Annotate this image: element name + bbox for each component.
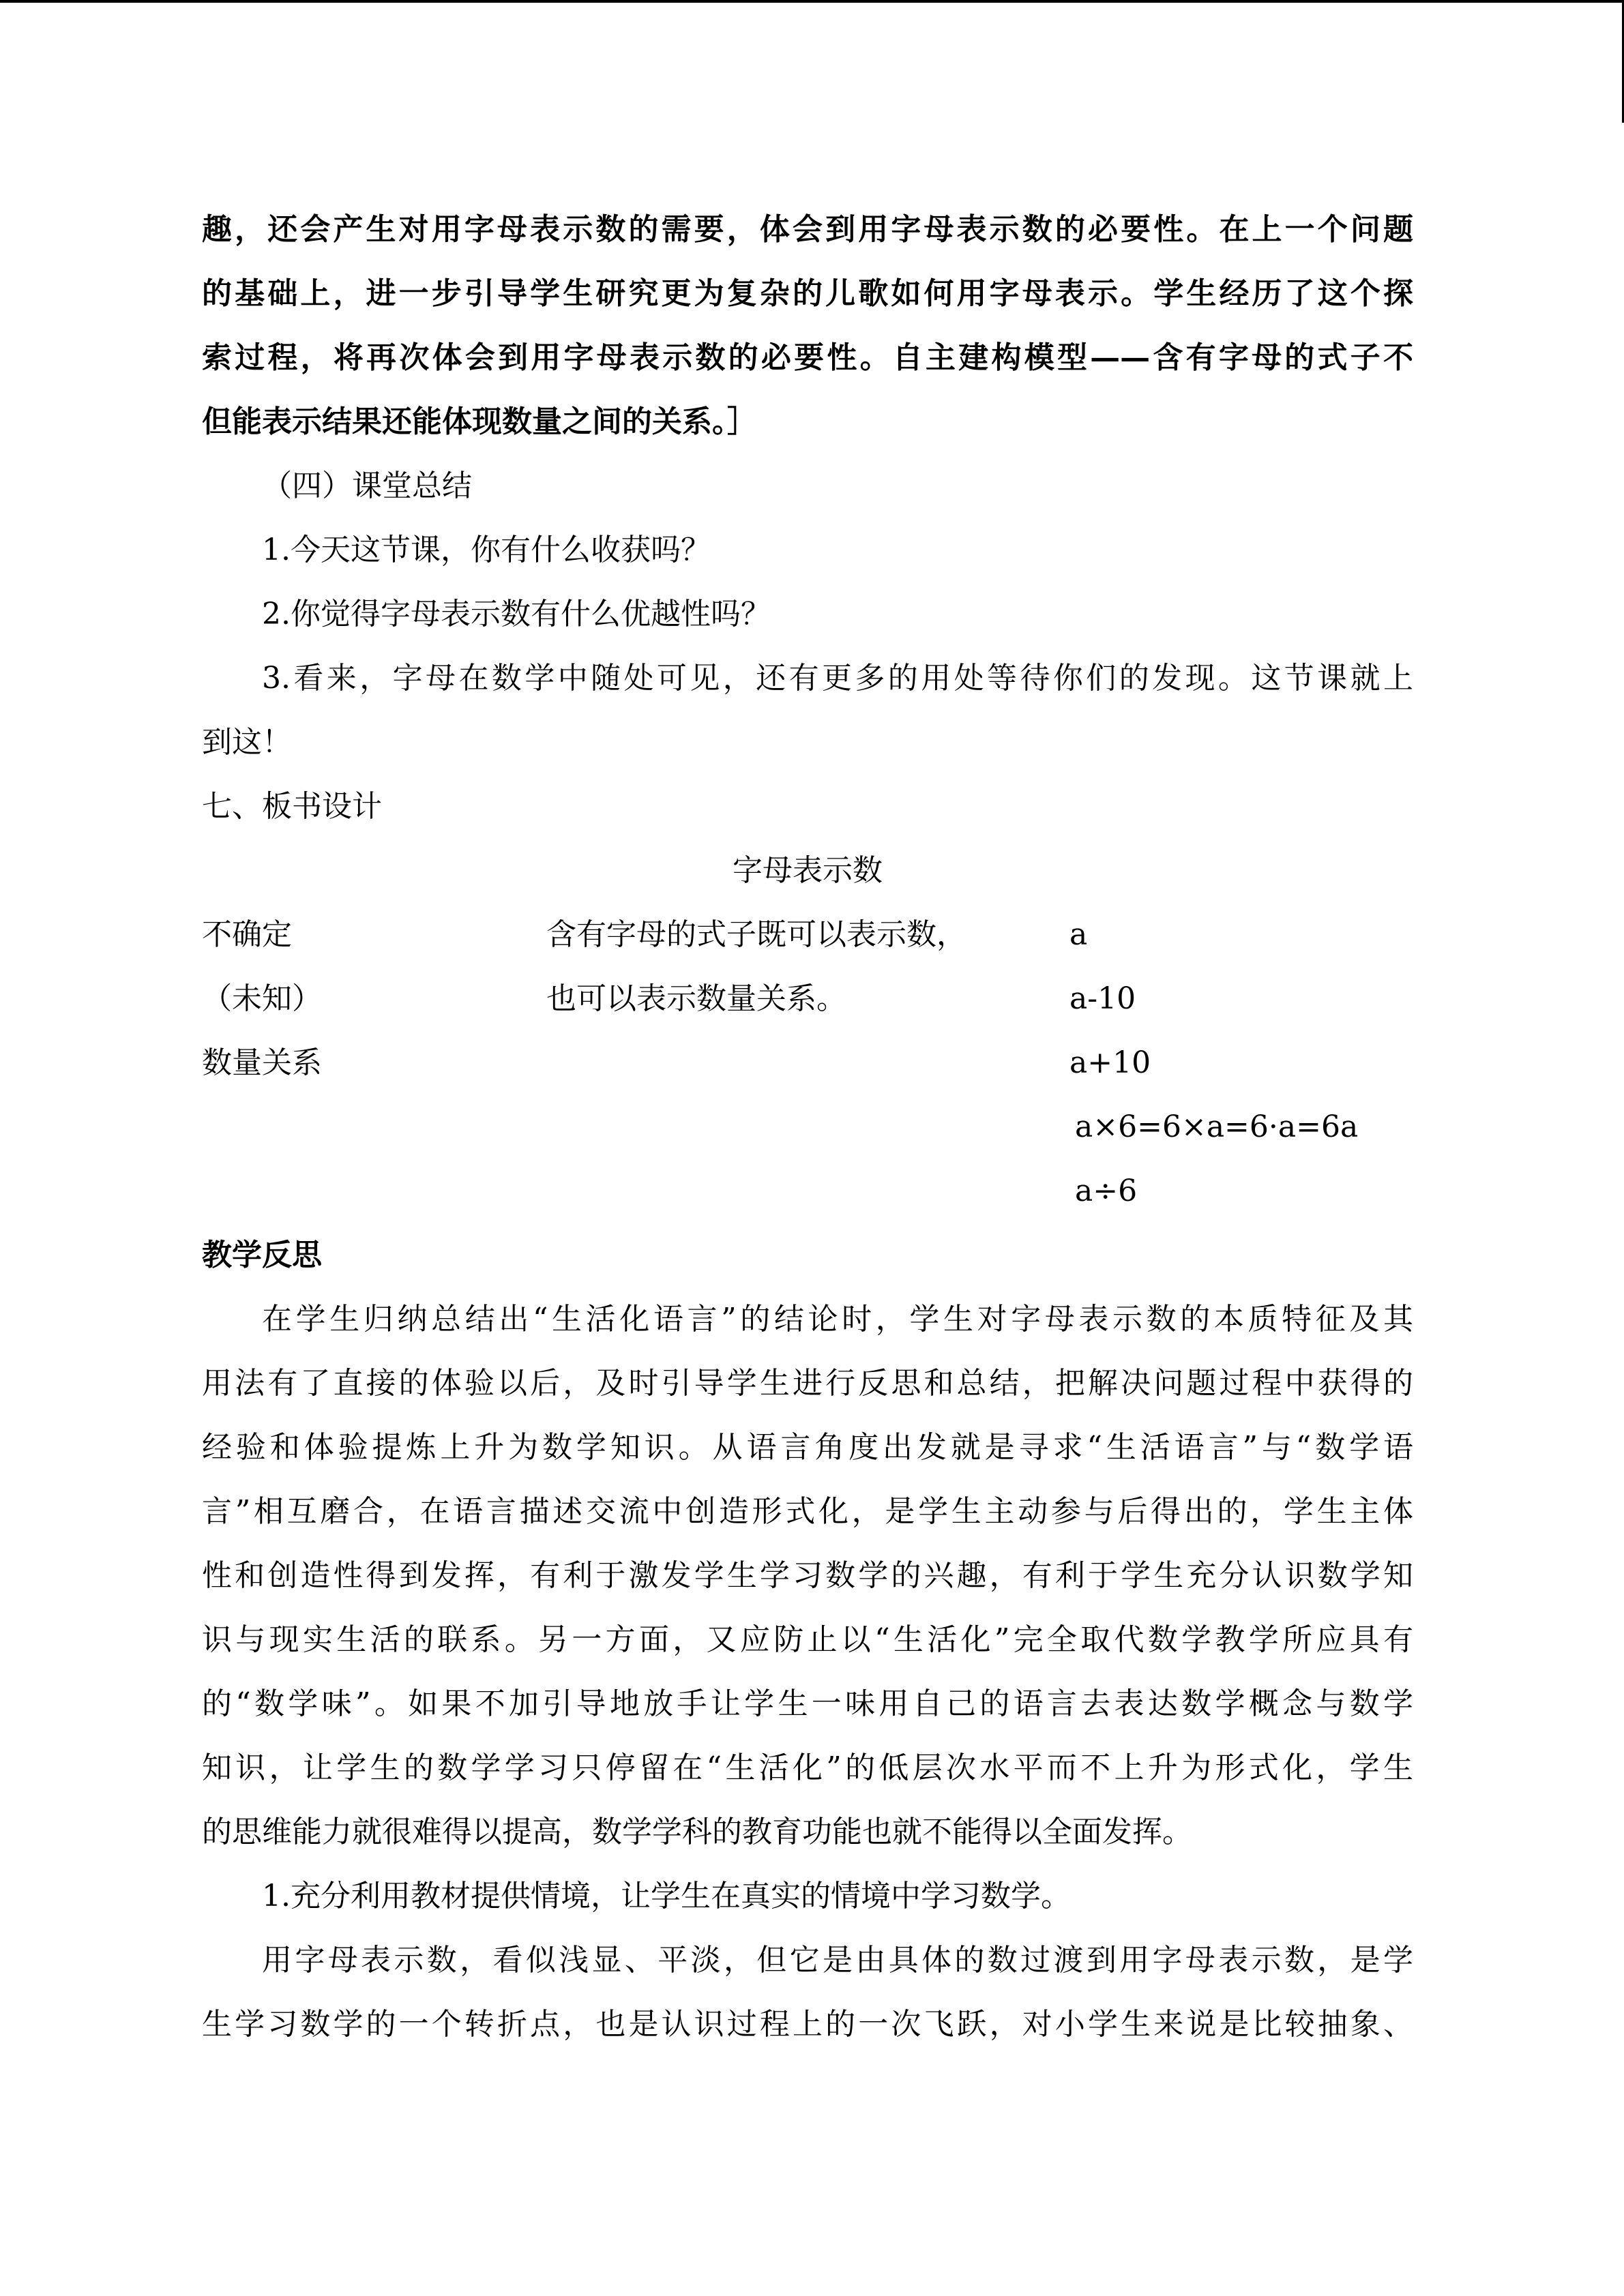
board-middle-cell: 也可以表示数量关系。 (546, 981, 846, 1016)
board-row (202, 1159, 1413, 1223)
summary-item: 2.你觉得字母表示数有什么优越性吗？ (262, 597, 771, 631)
board-row (202, 1031, 1413, 1095)
reflection-point: 1.充分利用教材提供情境，让学生在真实的情境中学习数学。 (262, 1879, 1071, 1913)
board-left-cell: （未知） (202, 981, 322, 1016)
board-right-cell: a×6=6×a=6·a=6a (1075, 1109, 1359, 1144)
document-page (202, 198, 1413, 2057)
reflection-heading: 教学反思 (202, 1238, 322, 1272)
paragraph-line: 识与现实生活的联系。另一方面，又应防止以“生活化”完全取代数学教学所应具有 (202, 1622, 1413, 1657)
paragraph-line: 生学习数学的一个转折点，也是认识过程上的一次飞跃，对小学生来说是比较抽象、 (202, 2007, 1413, 2042)
board-right-cell: a÷6 (1075, 1174, 1138, 1208)
paragraph-line: 言”相互磨合，在语言描述交流中创造形式化，是学生主动参与后得出的，学生主体 (202, 1494, 1413, 1529)
paragraph-line: 趣，还会产生对用字母表示数的需要，体会到用字母表示数的必要性。在上一个问题 (202, 212, 1413, 247)
board-left-cell: 不确定 (202, 917, 292, 952)
board-left-cell: 数量关系 (202, 1045, 322, 1080)
board-heading: 七、板书设计 (202, 789, 382, 824)
paragraph-line: 在学生归纳总结出“生活化语言”的结论时，学生对字母表示数的本质特征及其 (262, 1302, 1413, 1337)
class-summary-section (202, 454, 1413, 775)
board-middle-cell: 含有字母的式子既可以表示数， (546, 917, 966, 952)
paragraph-line: 的思维能力就很难得以提高，数学学科的教育功能也就不能得以全面发挥。 (202, 1815, 1192, 1849)
paragraph-line: 的基础上，进一步引导学生研究更为复杂的儿歌如何用字母表示。学生经历了这个探 (202, 276, 1413, 311)
paragraph-line: 性和创造性得到发挥，有利于激发学生学习数学的兴趣，有利于学生充分认识数学知 (202, 1558, 1413, 1593)
paragraph-line: 用字母表示数，看似浅显、平淡，但它是由具体的数过渡到用字母表示数，是学 (262, 1943, 1413, 1978)
reflection-section (202, 1223, 1413, 2057)
paragraph-line: 知识，让学生的数学学习只停留在“生活化”的低层次水平而不上升为形式化，学生 (202, 1750, 1413, 1785)
board-row (202, 967, 1413, 1031)
page-top-border (0, 0, 1624, 3)
board-right-cell: a+10 (1069, 1045, 1151, 1080)
board-right-cell: a (1069, 917, 1088, 952)
summary-item-continued: 到这！ (202, 725, 292, 760)
paragraph-line: 经验和体验提炼上升为数学知识。从语言角度出发就是寻求“生活语言”与“数学语 (202, 1430, 1413, 1465)
paragraph-line: 的“数学味”。如果不加引导地放手让学生一味用自己的语言去表达数学概念与数学 (202, 1686, 1413, 1721)
paragraph-line: 但能表示结果还能体现数量之间的关系。］ (202, 404, 757, 439)
summary-item: 1.今天这节课，你有什么收获吗？ (262, 533, 711, 567)
board-design-section (202, 775, 1413, 1223)
summary-heading: （四）课堂总结 (262, 468, 472, 503)
paragraph-line: 用法有了直接的体验以后，及时引导学生进行反思和总结，把解决问题过程中获得的 (202, 1366, 1413, 1401)
summary-item: 3.看来，字母在数学中随处可见，还有更多的用处等待你们的发现。这节课就上 (262, 661, 1413, 696)
paragraph-line: 索过程，将再次体会到用字母表示数的必要性。自主建构模型——含有字母的式子不 (202, 340, 1413, 375)
top-paragraph (202, 198, 1413, 454)
board-right-cell: a-10 (1069, 981, 1136, 1016)
board-title: 字母表示数 (733, 853, 883, 888)
board-row (202, 1095, 1413, 1159)
board-row (202, 903, 1413, 967)
